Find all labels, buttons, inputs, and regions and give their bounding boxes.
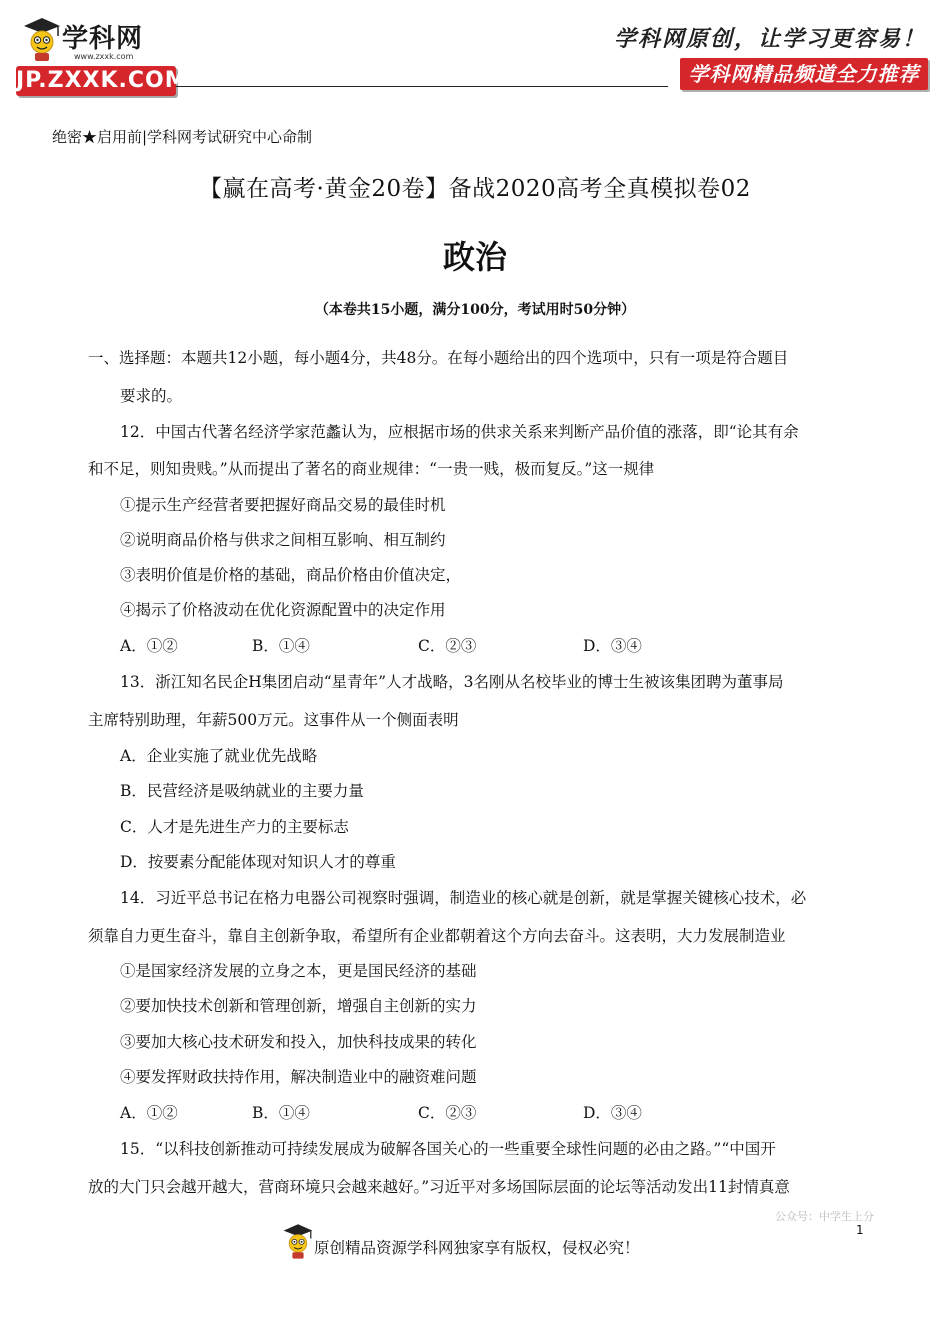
q13-option-d[interactable]: D．按要素分配能体现对知识人才的尊重 [120, 853, 396, 871]
q13-stem: 13．浙江知名民企H集团启动“星青年”人才战略，3名刚从名校毕业的博士生被该集团聘为董事局 [120, 673, 784, 691]
mascot-icon [282, 1222, 314, 1260]
q14-option-c[interactable]: C．②③ [418, 1104, 477, 1122]
q12-stem-cont: 和不足，则知贵贱。”从而提出了著名的商业规律：“一贵一贱，极而复反。”这一规律 [88, 460, 655, 478]
header-divider [176, 86, 668, 87]
q14-stem: 14．习近平总书记在格力电器公司视察时强调，制造业的核心就是创新，就是掌握关键核心技术，必 [120, 889, 807, 907]
logo-top [22, 14, 182, 64]
q14-option-b[interactable]: B．①④ [252, 1104, 310, 1122]
q12-item-2: ②说明商品价格与供求之间相互影响、相互制约 [120, 531, 446, 549]
q13-option-b[interactable]: B．民营经济是吸纳就业的主要力量 [120, 782, 364, 800]
q13-stem-cont: 主席特别助理，年薪500万元。这事件从一个侧面表明 [88, 711, 459, 729]
q15-stem: 15．“以科技创新推动可持续发展成为破解各国关心的一些重要全球性问题的必由之路。”“中国开 [120, 1140, 776, 1158]
q13-option-a[interactable]: A．企业实施了就业优先战略 [120, 747, 318, 765]
q15-stem-cont: 放的大门只会越开越大，营商环境只会越来越好。”习近平对多场国际层面的论坛等活动发出11封情真意 [88, 1178, 790, 1196]
q14-item-1: ①是国家经济发展的立身之本，更是国民经济的基础 [120, 962, 477, 980]
subject-title: 政治 [442, 238, 507, 276]
q12-option-a[interactable]: A．①② [120, 637, 178, 655]
q13-option-c[interactable]: C．人才是先进生产力的主要标志 [120, 818, 349, 836]
slogan: 学科网原创，让学习更容易！ [613, 26, 926, 52]
q14-item-2: ②要加快技术创新和管理创新，增强自主创新的实力 [120, 997, 477, 1015]
confidential-label: 绝密★启用前|学科网考试研究中心命制 [52, 128, 313, 146]
q12-stem: 12．中国古代著名经济学家范蠡认为，应根据市场的供求关系来判断产品价值的涨落，即“论其有余 [120, 423, 799, 441]
exam-note: （本卷共15小题，满分100分，考试用时50分钟） [314, 302, 636, 318]
section-heading: 一、选择题：本题共12小题，每小题4分，共48分。在每小题给出的四个选项中，只有一项是符合题目 [88, 349, 789, 367]
q12-item-3: ③表明价值是价格的基础，商品价格由价值决定， [120, 566, 462, 584]
q14-item-3: ③要加大核心技术研发和投入，加快科技成果的转化 [120, 1033, 477, 1051]
mascot-icon [22, 16, 62, 62]
site-logo[interactable] [16, 14, 188, 98]
logo-bar: JP.ZXXK.COM [16, 66, 176, 96]
logo-name: 学科网 [62, 24, 144, 54]
q14-option-a[interactable]: A．①② [120, 1104, 178, 1122]
q12-option-b[interactable]: B．①④ [252, 637, 310, 655]
page-number: 1 [856, 1223, 864, 1237]
q12-item-4: ④揭示了价格波动在优化资源配置中的决定作用 [120, 601, 446, 619]
section-heading-cont: 要求的。 [120, 387, 183, 405]
q12-option-d[interactable]: D．③④ [583, 637, 642, 655]
logo-url: www.zxxk.com [74, 52, 134, 61]
exam-title: 【赢在高考·黄金20卷】备战2020高考全真模拟卷02 [199, 176, 751, 202]
q14-stem-cont: 须靠自力更生奋斗，靠自主创新争取，希望所有企业都朝着这个方向去奋斗。这表明，大力发展制造业 [88, 927, 786, 945]
promo-banner[interactable]: 学科网精品频道全力推荐 [680, 58, 928, 90]
q12-item-1: ①提示生产经营者要把握好商品交易的最佳时机 [120, 496, 446, 514]
footer [282, 1222, 682, 1262]
watermark: 公众号：中学生上分 [775, 1210, 874, 1223]
q12-option-c[interactable]: C．②③ [418, 637, 477, 655]
copyright-notice: 原创精品资源学科网独家享有版权，侵权必究！ [314, 1239, 640, 1257]
q14-option-d[interactable]: D．③④ [583, 1104, 642, 1122]
q14-item-4: ④要发挥财政扶持作用，解决制造业中的融资难问题 [120, 1068, 477, 1086]
